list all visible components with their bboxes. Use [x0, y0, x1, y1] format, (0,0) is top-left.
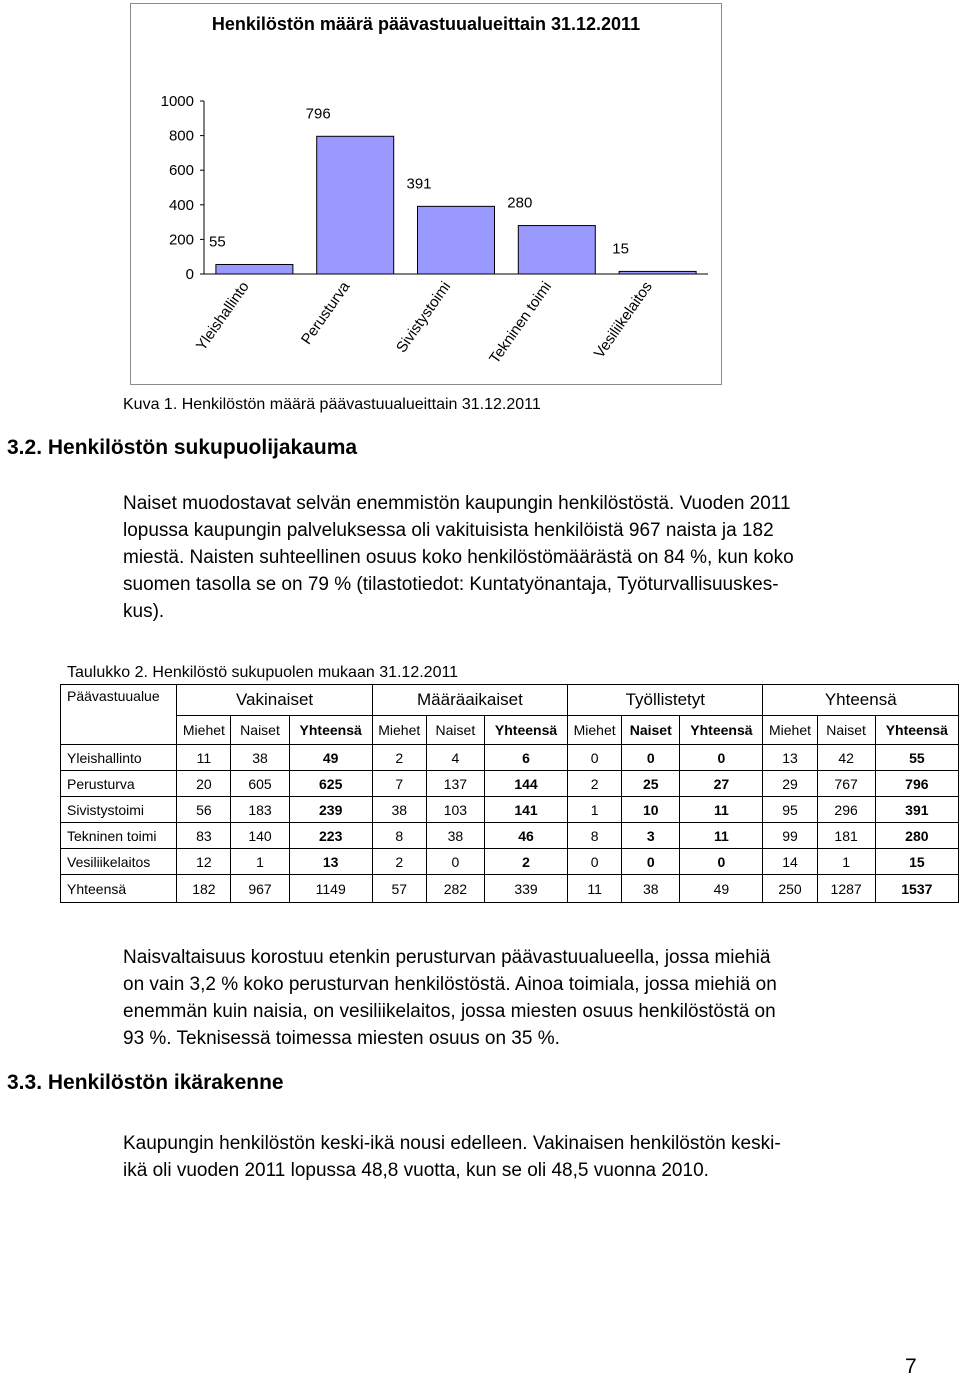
page-number: 7: [905, 1355, 917, 1378]
row-label: Sivistystoimi: [61, 797, 177, 823]
bar: [619, 271, 696, 274]
table-cell: 137: [426, 771, 484, 797]
group-header: Määräaikaiset: [372, 685, 567, 716]
table-header-row: [61, 685, 959, 716]
table-cell: 83: [177, 823, 231, 849]
table-cell: 1287: [817, 875, 875, 903]
bar-value-label: 796: [305, 105, 331, 123]
table-cell: 2: [372, 849, 426, 875]
figure-caption: Kuva 1. Henkilöstön määrä päävastuualueittain 31.12.2011: [123, 396, 541, 413]
subheader: Miehet: [372, 716, 426, 745]
table-cell: 38: [372, 797, 426, 823]
table-cell: 103: [426, 797, 484, 823]
table-cell: 56: [177, 797, 231, 823]
table-cell: 95: [763, 797, 817, 823]
table-cell: 7: [372, 771, 426, 797]
table-cell: 339: [484, 875, 567, 903]
row-label: Vesiliikelaitos: [61, 849, 177, 875]
paragraph-line: 93 %. Teknisessä toimessa miesten osuus on 35 %.: [123, 1028, 560, 1049]
table-cell: 2: [484, 849, 567, 875]
table-cell: 391: [875, 797, 958, 823]
table-cell: 141: [484, 797, 567, 823]
table-cell: 1: [568, 797, 622, 823]
table-cell: 49: [289, 745, 372, 771]
paragraph-line: ikä oli vuoden 2011 lopussa 48,8 vuotta, kun se oli 48,5 vuonna 2010.: [123, 1160, 709, 1181]
subheader: Yhteensä: [875, 716, 958, 745]
table-cell: 12: [177, 849, 231, 875]
paragraph-age: [123, 1130, 923, 1184]
table-cell: 625: [289, 771, 372, 797]
table-cell: 0: [622, 745, 680, 771]
row-label: Yleishallinto: [61, 745, 177, 771]
table-cell: 144: [484, 771, 567, 797]
table-cell: 0: [680, 849, 763, 875]
table-cell: 49: [680, 875, 763, 903]
table-cell: 0: [426, 849, 484, 875]
paragraph-after-table: [123, 944, 923, 1052]
paragraph-line: Kaupungin henkilöstön keski-ikä nousi edelleen. Vakinaisen henkilöstön keski-: [123, 1133, 781, 1154]
table-cell: 1: [817, 849, 875, 875]
table-cell: 183: [231, 797, 289, 823]
table-caption: Taulukko 2. Henkilöstö sukupuolen mukaan 31.12.2011: [67, 664, 459, 681]
table-cell: 13: [289, 849, 372, 875]
table-corner-header: Päävastuualue: [61, 685, 177, 745]
subheader: Miehet: [568, 716, 622, 745]
table-cell: 38: [622, 875, 680, 903]
table-cell: 239: [289, 797, 372, 823]
paragraph-gender: [123, 490, 923, 625]
table-cell: 0: [568, 849, 622, 875]
subheader: Naiset: [622, 716, 680, 745]
table-cell: 796: [875, 771, 958, 797]
bar: [418, 206, 495, 274]
subheader: Naiset: [426, 716, 484, 745]
table-cell: 605: [231, 771, 289, 797]
subheader: Miehet: [763, 716, 817, 745]
bar: [317, 136, 394, 274]
paragraph-line: miestä. Naisten suhteellinen osuus koko henkilöstömäärästä on 84 %, kun koko: [123, 547, 794, 568]
table-cell: 1149: [289, 875, 372, 903]
table-cell: 0: [680, 745, 763, 771]
table-cell: 3: [622, 823, 680, 849]
table-row: [61, 849, 959, 875]
subheader: Miehet: [177, 716, 231, 745]
chart-title-text: Henkilöstön määrä päävastuualueittain 31.12.2011: [211, 14, 641, 34]
bar: [216, 264, 293, 274]
table-cell: 55: [875, 745, 958, 771]
paragraph-line: Naisvaltaisuus korostuu etenkin perusturvan päävastuualueella, jossa miehiä: [123, 947, 771, 968]
table-cell: 2: [568, 771, 622, 797]
table-cell: 57: [372, 875, 426, 903]
table-cell: 11: [680, 823, 763, 849]
table-cell: 46: [484, 823, 567, 849]
table-cell: 140: [231, 823, 289, 849]
table-cell: 11: [568, 875, 622, 903]
row-label: Tekninen toimi: [61, 823, 177, 849]
table-cell: 8: [372, 823, 426, 849]
group-header: Vakinaiset: [177, 685, 372, 716]
table-cell: 282: [426, 875, 484, 903]
x-category-label: Vesiliikelaitos: [590, 278, 656, 362]
table-row: [61, 771, 959, 797]
table-row: [61, 797, 959, 823]
table-cell: 223: [289, 823, 372, 849]
y-tick-label: 600: [168, 162, 194, 180]
table-cell: 38: [231, 745, 289, 771]
group-header: Työllistetyt: [568, 685, 763, 716]
table-cell: 38: [426, 823, 484, 849]
chart-frame: [130, 3, 722, 385]
table-cell: 29: [763, 771, 817, 797]
table-cell: 42: [817, 745, 875, 771]
table-cell: 99: [763, 823, 817, 849]
table-total-row: [61, 875, 959, 903]
table-cell: 296: [817, 797, 875, 823]
y-tick-label: 0: [185, 266, 194, 283]
bar-value-label: 280: [507, 194, 533, 212]
y-tick-label: 1000: [160, 93, 194, 110]
table-cell: 25: [622, 771, 680, 797]
paragraph-line: enemmän kuin naisia, on vesiliikelaitos, jossa miesten osuus henkilöstöstä on: [123, 1001, 776, 1022]
table-cell: 15: [875, 849, 958, 875]
table-subheader-row: [61, 716, 959, 745]
bar: [518, 226, 595, 274]
x-category-label: Perusturva: [297, 278, 354, 348]
table-cell: 250: [763, 875, 817, 903]
subheader: Naiset: [231, 716, 289, 745]
table-body: [61, 745, 959, 903]
table-cell: 0: [568, 745, 622, 771]
table-row: [61, 823, 959, 849]
bar-value-label: 391: [406, 175, 432, 193]
x-category-label: Tekninen toimi: [486, 278, 556, 367]
section-heading-gender: 3.2. Henkilöstön sukupuolijakauma: [7, 436, 358, 459]
row-label: Perusturva: [61, 771, 177, 797]
y-tick-label: 400: [168, 196, 194, 214]
table-cell: 2: [372, 745, 426, 771]
subheader: Yhteensä: [680, 716, 763, 745]
table-cell: 6: [484, 745, 567, 771]
table-cell: 11: [680, 797, 763, 823]
gender-table: [60, 684, 959, 903]
paragraph-line: suomen tasolla se on 79 % (tilastotiedot: Kuntatyönantaja, Työturvallisuuskes-: [123, 574, 779, 595]
bar-value-label: 55: [209, 233, 226, 251]
subheader: Naiset: [817, 716, 875, 745]
x-category-label: Sivistystoimi: [393, 278, 455, 356]
paragraph-line: kus).: [123, 601, 165, 622]
table-cell: 13: [763, 745, 817, 771]
bar-value-label: 15: [612, 240, 629, 258]
paragraph-line: lopussa kaupungin palveluksessa oli vakituisista henkilöistä 967 naista ja 182: [123, 520, 774, 541]
paragraph-line: on vain 3,2 % koko perusturvan henkilöstöstä. Ainoa toimiala, jossa miehiä on: [123, 974, 777, 995]
table-cell: 27: [680, 771, 763, 797]
table-cell: 182: [177, 875, 231, 903]
x-category-label: Yleishallinto: [192, 278, 253, 354]
subheader: Yhteensä: [289, 716, 372, 745]
row-label: Yhteensä: [61, 875, 177, 903]
table-cell: 1537: [875, 875, 958, 903]
section-heading-age: 3.3. Henkilöstön ikärakenne: [7, 1071, 284, 1094]
table-cell: 181: [817, 823, 875, 849]
table-cell: 11: [177, 745, 231, 771]
table-cell: 20: [177, 771, 231, 797]
y-tick-label: 200: [168, 231, 194, 249]
subheader: Yhteensä: [484, 716, 567, 745]
table-cell: 8: [568, 823, 622, 849]
y-tick-label: 800: [168, 127, 194, 145]
table-cell: 767: [817, 771, 875, 797]
table-row: [61, 745, 959, 771]
group-header: Yhteensä: [763, 685, 959, 716]
chart-title: [130, 12, 722, 36]
table-cell: 14: [763, 849, 817, 875]
table-cell: 4: [426, 745, 484, 771]
table-cell: 0: [622, 849, 680, 875]
table-cell: 280: [875, 823, 958, 849]
table-cell: 10: [622, 797, 680, 823]
table-cell: 967: [231, 875, 289, 903]
paragraph-line: Naiset muodostavat selvän enemmistön kaupungin henkilöstöstä. Vuoden 2011: [123, 493, 791, 514]
table-cell: 1: [231, 849, 289, 875]
bar-chart: [131, 4, 723, 386]
